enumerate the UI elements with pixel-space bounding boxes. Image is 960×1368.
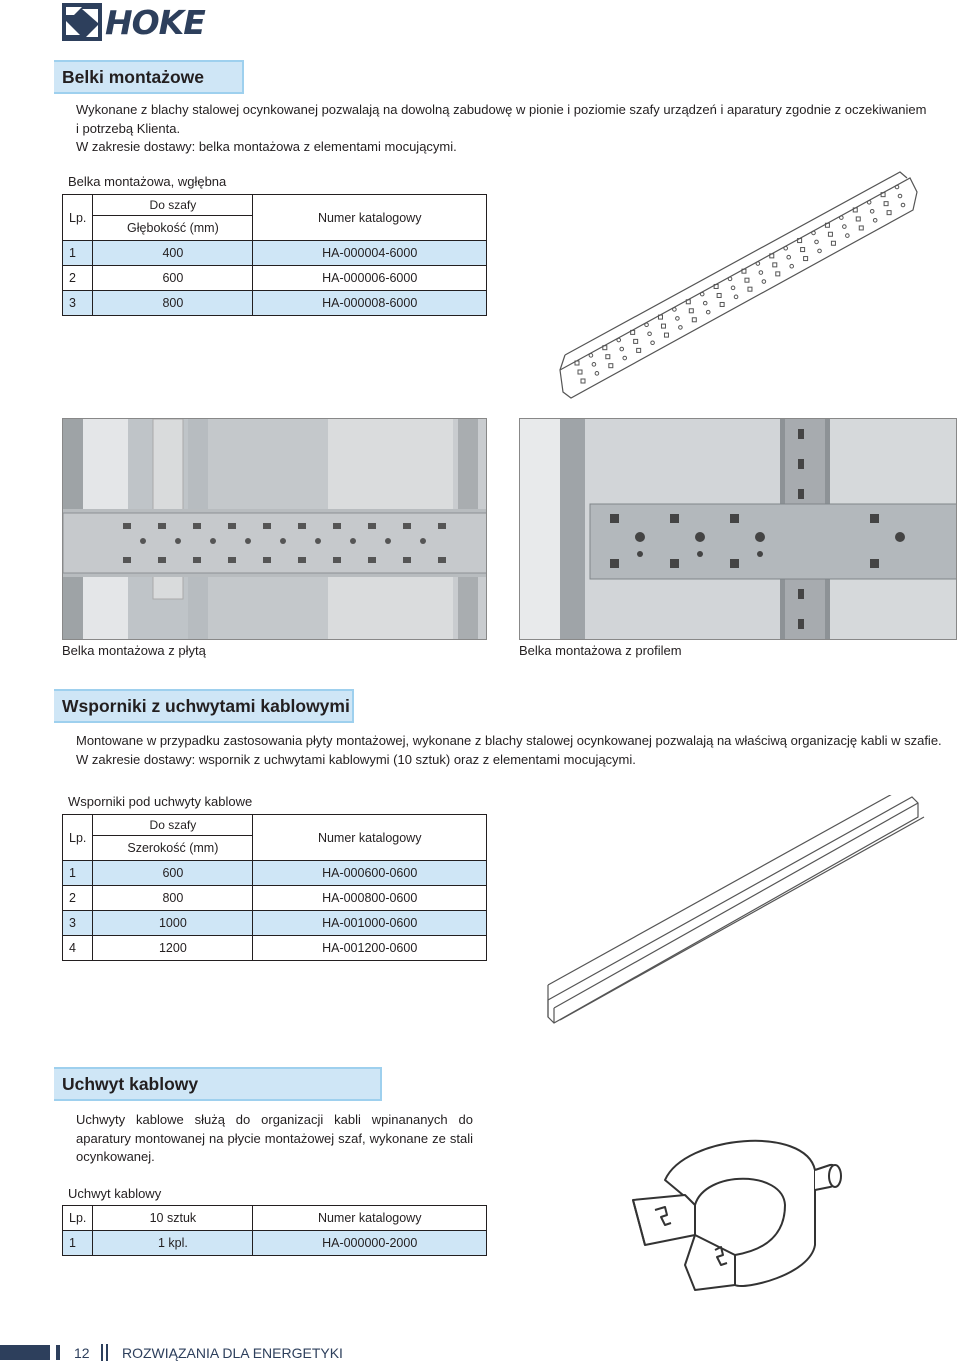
wsporniki-description [76, 732, 956, 769]
uchwyt-para-line3: ocynkowanej. [76, 1149, 155, 1164]
belki-header-lp: Lp. [63, 195, 93, 241]
table-row [63, 886, 487, 911]
footer-divider [101, 1344, 103, 1361]
row-num: HA-000800-0600 [253, 886, 487, 911]
section-title-uchwyt: Uchwyt kablowy [54, 1067, 382, 1101]
row-lp: 2 [63, 266, 93, 291]
footer-divider [106, 1344, 108, 1361]
cable-support-channel-illustration [540, 795, 930, 1035]
table-row [63, 266, 487, 291]
row-dim: 800 [93, 886, 253, 911]
table-row [63, 291, 487, 316]
section-title-belki: Belki montażowe [54, 60, 244, 94]
belki-header-glebokosc: Głębokość (mm) [93, 216, 253, 241]
row-dim: 600 [93, 266, 253, 291]
row-num: HA-000008-6000 [253, 291, 487, 316]
uchwyt-table-caption: Uchwyt kablowy [68, 1186, 162, 1201]
section-title-wsporniki: Wsporniki z uchwytami kablowymi [54, 689, 354, 723]
row-lp: 1 [63, 1231, 93, 1256]
row-num: HA-000600-0600 [253, 861, 487, 886]
table-row [63, 936, 487, 961]
belki-table [62, 194, 487, 316]
brand-name: HOKE [105, 2, 205, 42]
uchwyt-para-line2: aparatury montowanej na płycie montażowej szaf, wykonane ze stali [76, 1130, 473, 1146]
row-lp: 4 [63, 936, 93, 961]
row-dim: 400 [93, 241, 253, 266]
uchwyt-header-numer: Numer katalogowy [253, 1206, 487, 1231]
photo2-caption: Belka montażowa z profilem [519, 643, 682, 658]
belki-description [76, 101, 946, 157]
belki-para-line3: W zakresie dostawy: belka montażowa z elementami mocującymi. [76, 139, 457, 154]
wsporniki-header-numer: Numer katalogowy [253, 815, 487, 861]
wsporniki-header-do-szafy: Do szafy [93, 815, 253, 836]
row-dim: 600 [93, 861, 253, 886]
row-lp: 1 [63, 861, 93, 886]
perforated-rail-illustration [555, 170, 925, 410]
uchwyt-table [62, 1205, 487, 1256]
row-num: HA-000004-6000 [253, 241, 487, 266]
wsporniki-table [62, 814, 487, 961]
row-num: HA-001000-0600 [253, 911, 487, 936]
row-dim: 1200 [93, 936, 253, 961]
uchwyt-header-lp: Lp. [63, 1206, 93, 1231]
table-row [63, 241, 487, 266]
belki-header-numer: Numer katalogowy [253, 195, 487, 241]
wsporniki-para-line1: Montowane w przypadku zastosowania płyty montażowej, wykonane z blachy stalowej ocynkowanej pozwalają na właściwą organizację kabli w szafie. [76, 733, 942, 748]
cable-clamp-illustration [625, 1125, 875, 1300]
footer-accent-bar [0, 1345, 50, 1360]
row-num: HA-000000-2000 [253, 1231, 487, 1256]
page-number: 12 [74, 1345, 90, 1361]
hoke-logo-mark-icon [62, 3, 102, 41]
uchwyt-para-line1: Uchwyty kablowe służą do organizacji kabli wpinananych do [76, 1112, 473, 1127]
table-row [63, 1231, 487, 1256]
wsporniki-header-lp: Lp. [63, 815, 93, 861]
wsporniki-table-caption: Wsporniki pod uchwyty kablowe [68, 794, 253, 809]
table-row [63, 911, 487, 936]
row-lp: 2 [63, 886, 93, 911]
row-lp: 1 [63, 241, 93, 266]
row-qty: 1 kpl. [93, 1231, 253, 1256]
belki-table-caption: Belka montażowa, wgłębna [68, 174, 227, 189]
photo1-caption: Belka montażowa z płytą [62, 643, 206, 658]
wsporniki-header-szerokosc: Szerokość (mm) [93, 836, 253, 861]
row-num: HA-000006-6000 [253, 266, 487, 291]
row-num: HA-001200-0600 [253, 936, 487, 961]
wsporniki-para-line2: W zakresie dostawy: wspornik z uchwytami kablowymi (10 sztuk) oraz z elementami mocującymi. [76, 751, 636, 767]
footer-title: ROZWIĄZANIA DLA ENERGETYKI [122, 1345, 343, 1361]
row-lp: 3 [63, 911, 93, 936]
hoke-logo [62, 2, 214, 42]
uchwyt-header-qty: 10 sztuk [93, 1206, 253, 1231]
belki-header-do-szafy: Do szafy [93, 195, 253, 216]
table-row [63, 861, 487, 886]
row-dim: 1000 [93, 911, 253, 936]
belki-para-line1: Wykonane z blachy stalowej ocynkowanej pozwalają na dowolną zabudowę w pionie i poziomie szafy urządzeń i aparatury zgodnie z oczekiwaniem [76, 102, 927, 117]
photo-belka-z-plyta [62, 418, 487, 640]
belki-para-line2: i potrzebą Klienta. [76, 120, 181, 136]
row-lp: 3 [63, 291, 93, 316]
footer-divider [56, 1345, 60, 1360]
uchwyt-description [76, 1111, 473, 1167]
row-dim: 800 [93, 291, 253, 316]
photo-belka-z-profilem [519, 418, 957, 640]
